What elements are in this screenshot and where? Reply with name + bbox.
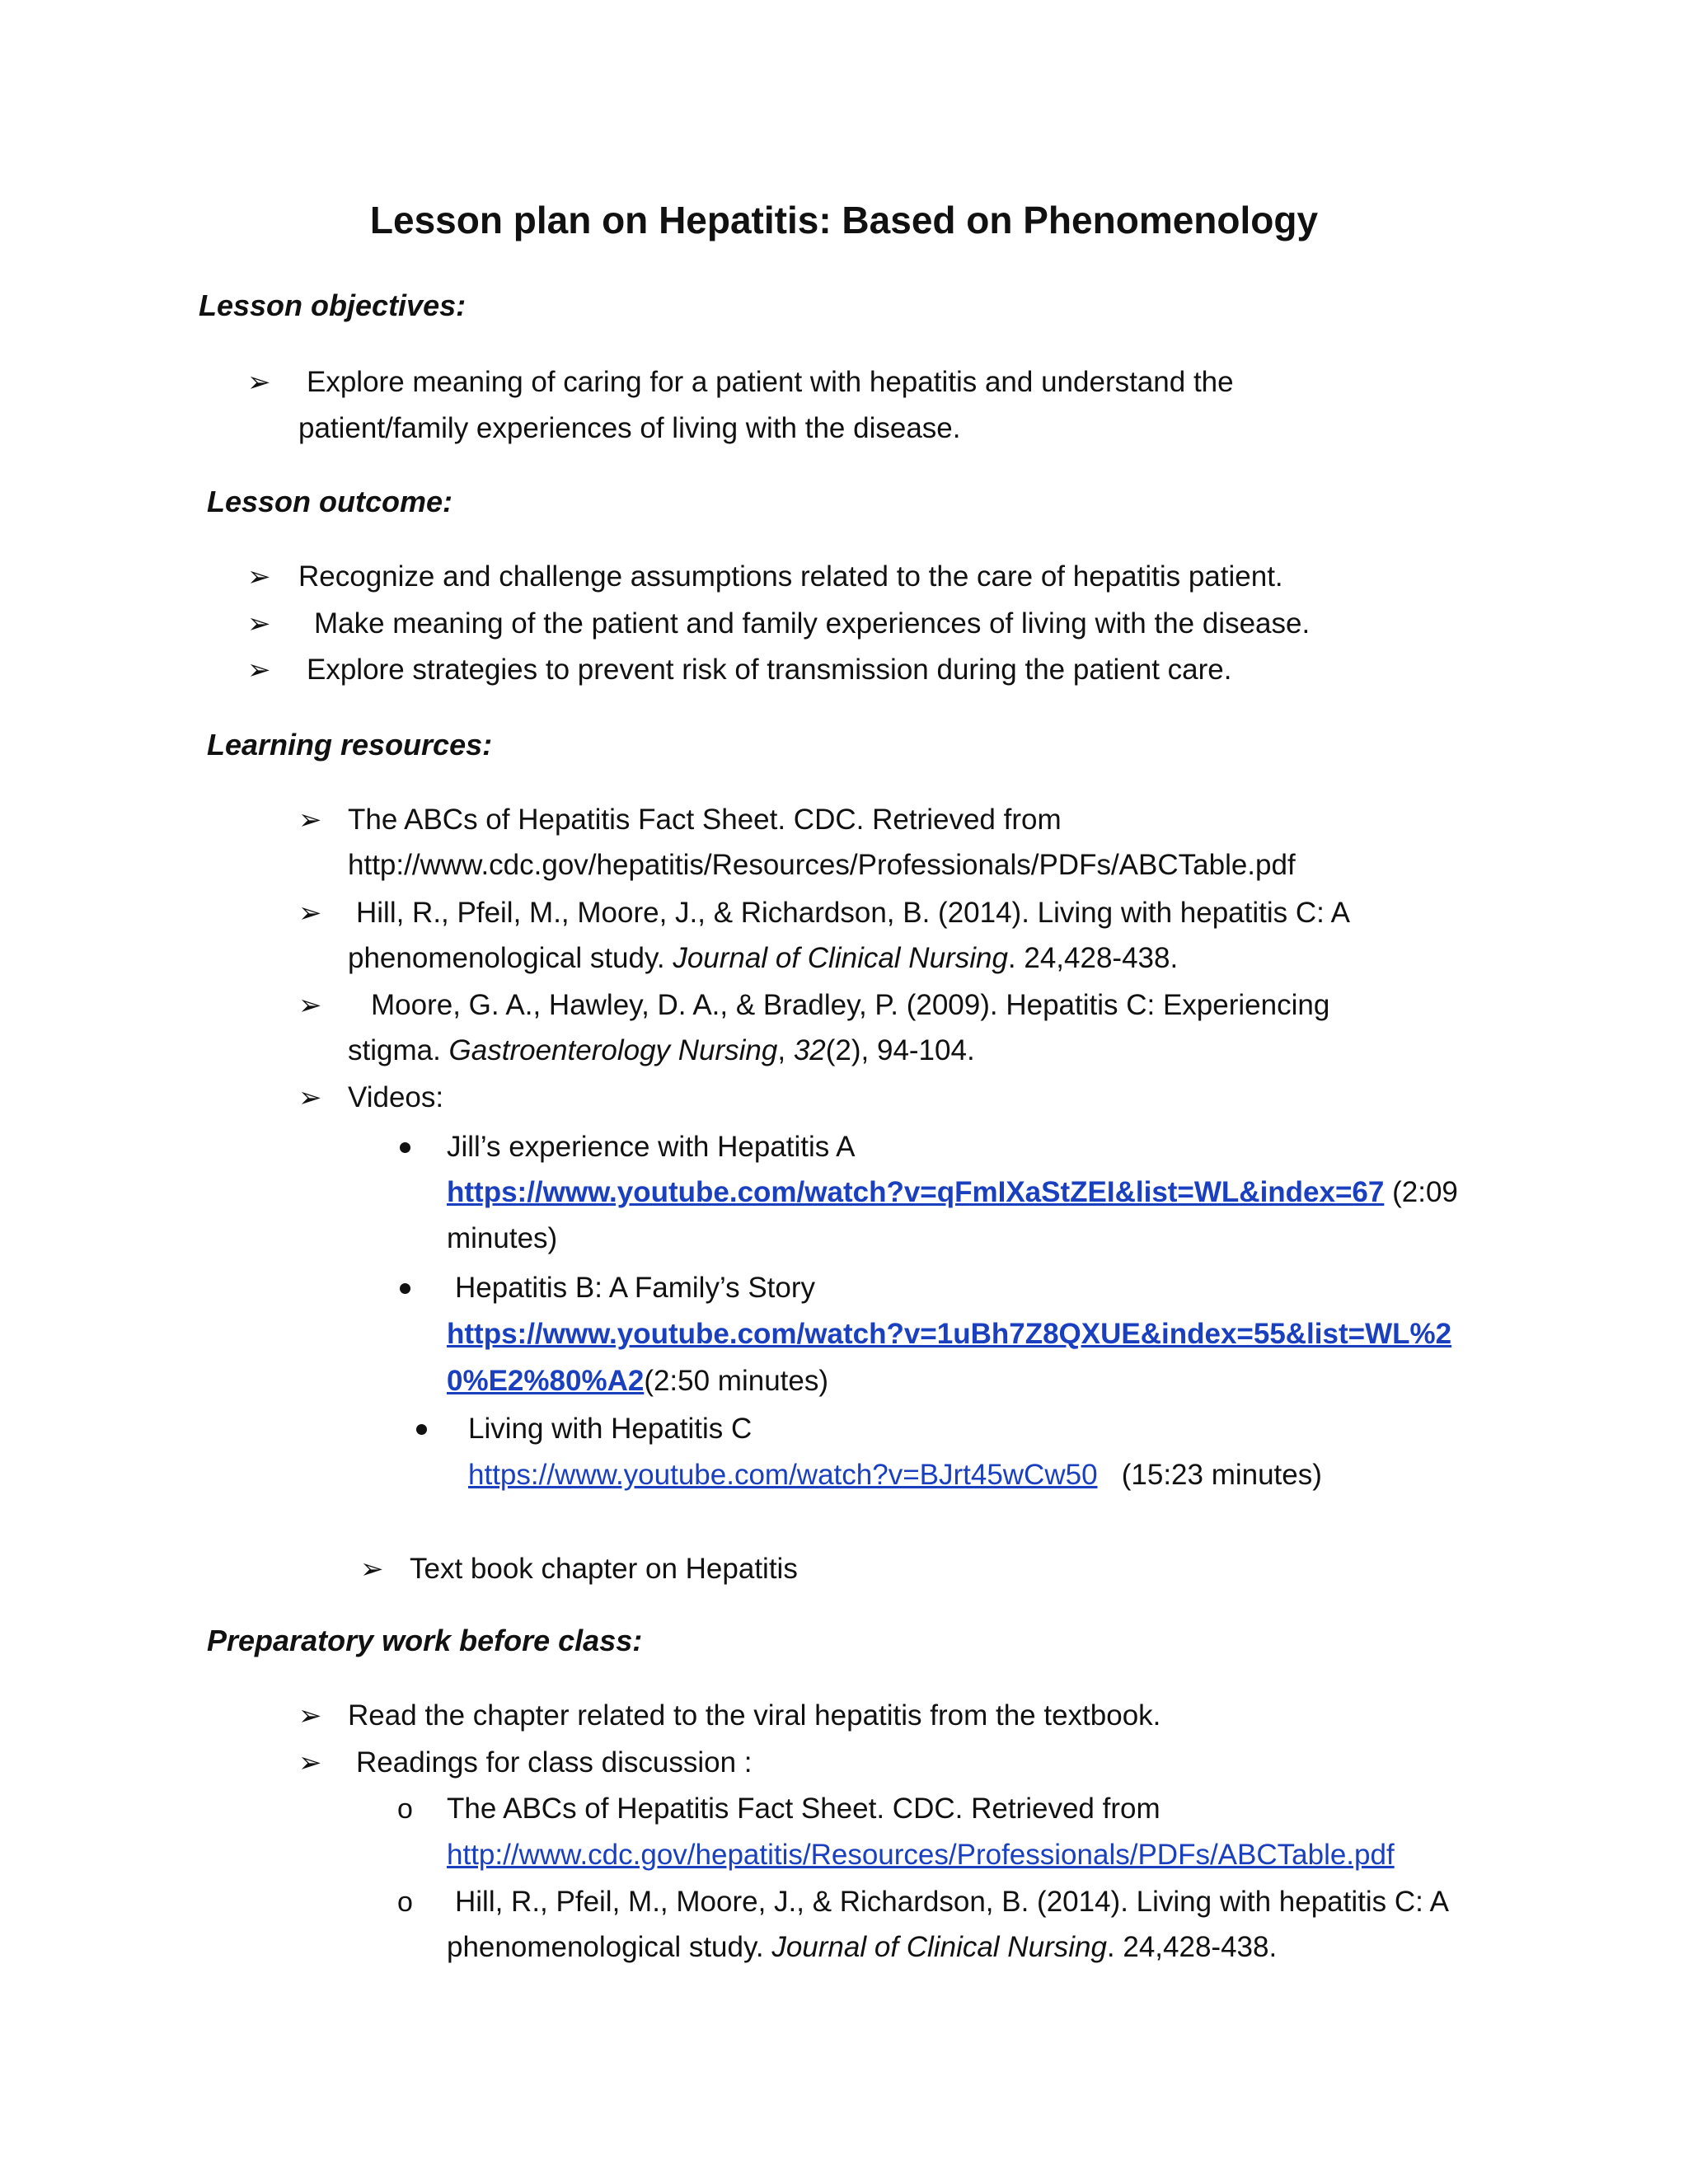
prep-abc-link[interactable]: http://www.cdc.gov/hepatitis/Resources/Professionals/PDFs/ABCTable.pdf [447,1839,1395,1871]
video-link-cont[interactable]: 0%E2%80%A2 [447,1365,645,1397]
arrow-bullet-icon: ➢ [247,561,271,593]
prep-read: Read the chapter related to the viral hepatitis from the textbook. [348,1699,1161,1732]
bullet-dot-icon [400,1142,410,1153]
video-link-row [468,1457,1322,1493]
video-link-row [447,1363,828,1399]
objective-item-line2: patient/family experiences of living with the disease. [298,412,961,444]
video-duration: (2:09 [1392,1176,1458,1208]
objectives-heading: Lesson objectives: [199,288,467,322]
resource-abc-line1: The ABCs of Hepatitis Fact Sheet. CDC. Retrieved from [348,804,1062,836]
video-title: Living with Hepatitis C [468,1413,753,1445]
resources-heading: Learning resources: [207,728,493,762]
video-link-row [447,1174,1458,1211]
video-duration: (15:23 minutes) [1121,1459,1322,1491]
resource-textbook: Text book chapter on Hepatitis [410,1553,798,1585]
arrow-bullet-icon: ➢ [298,990,322,1021]
resource-moore-line2: stigma. Gastroenterology Nursing, 32(2), 94-104. [348,1034,975,1066]
video-title: Jill’s experience with Hepatitis A [447,1131,856,1163]
video-link-row [447,1316,1451,1352]
resource-hill-line1: Hill, R., Pfeil, M., Moore, J., & Richardson, B. (2014). Living with hepatitis C: A [356,897,1351,929]
arrow-bullet-icon: ➢ [247,367,271,398]
resource-moore-line1: Moore, G. A., Hawley, D. A., & Bradley, P. (2009). Hepatitis C: Experiencing [371,989,1330,1021]
arrow-bullet-icon: ➢ [247,654,271,686]
prep-abc-line1: The ABCs of Hepatitis Fact Sheet. CDC. Retrieved from [447,1793,1160,1825]
prep-abc-link-row [447,1837,1395,1873]
arrow-bullet-icon: ➢ [298,1747,322,1779]
videos-label: Videos: [348,1081,444,1113]
journal-title: Journal of Clinical Nursing [673,942,1008,974]
outcome-item: Recognize and challenge assumptions related to the care of hepatitis patient. [298,560,1283,593]
resource-abc-url: http://www.cdc.gov/hepatitis/Resources/Professionals/PDFs/ABCTable.pdf [348,849,1296,881]
video-duration: (2:50 minutes) [644,1365,829,1397]
video-link[interactable]: https://www.youtube.com/watch?v=qFmIXaStZEI&list=WL&index=67 [447,1176,1385,1208]
video-duration-cont: minutes) [447,1222,558,1254]
volume-number: 32 [793,1034,826,1066]
outcome-item: Make meaning of the patient and family experiences of living with the disease. [314,607,1311,640]
journal-title: Gastroenterology Nursing [448,1034,778,1066]
objective-item-line1: Explore meaning of caring for a patient with hepatitis and understand the [307,366,1234,398]
prep-hill-line2: phenomenological study. Journal of Clinical Nursing. 24,428-438. [447,1931,1278,1963]
arrow-bullet-icon: ➢ [298,1700,322,1732]
resource-hill-line2: phenomenological study. Journal of Clinical Nursing. 24,428-438. [348,942,1179,974]
page-title: Lesson plan on Hepatitis: Based on Phenomenology [369,199,1319,241]
arrow-bullet-icon: ➢ [247,608,271,640]
journal-title: Journal of Clinical Nursing [771,1931,1107,1963]
prep-hill-line1: Hill, R., Pfeil, M., Moore, J., & Richardson, B. (2014). Living with hepatitis C: A [455,1886,1450,1918]
outcome-heading: Lesson outcome: [207,485,453,518]
arrow-bullet-icon: ➢ [298,1082,322,1113]
arrow-bullet-icon: ➢ [360,1554,384,1585]
video-link[interactable]: https://www.youtube.com/watch?v=1uBh7Z8QXUE&index=55&list=WL%2 [447,1318,1452,1350]
bullet-dot-icon [400,1283,410,1294]
prep-readings-label: Readings for class discussion : [356,1746,753,1779]
arrow-bullet-icon: ➢ [298,898,322,929]
arrow-bullet-icon: ➢ [298,804,322,836]
prep-heading: Preparatory work before class: [207,1624,643,1657]
video-title: Hepatitis B: A Family’s Story [455,1272,816,1304]
outcome-item: Explore strategies to prevent risk of transmission during the patient care. [307,654,1232,686]
circle-bullet-icon: o [397,1886,413,1918]
bullet-dot-icon [416,1424,427,1435]
video-link[interactable]: https://www.youtube.com/watch?v=BJrt45wCw50 [468,1459,1098,1491]
circle-bullet-icon: o [397,1793,413,1825]
